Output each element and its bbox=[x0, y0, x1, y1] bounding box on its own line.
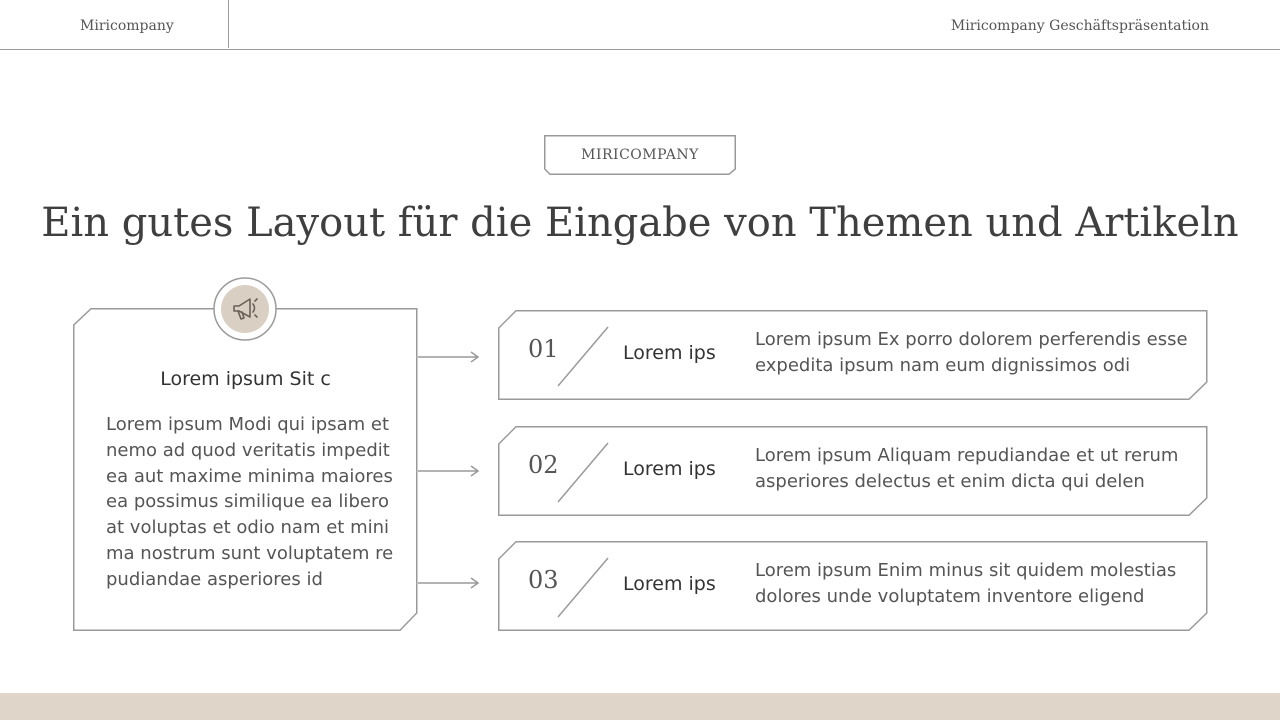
header-bar bbox=[0, 0, 1280, 50]
item-label: Lorem ips bbox=[623, 458, 716, 480]
tag-label: MIRICOMPANY bbox=[581, 147, 699, 163]
header-divider bbox=[228, 0, 229, 48]
company-name: Miricompany bbox=[80, 18, 174, 34]
presentation-title: Miricompany Geschäftspräsentation bbox=[950, 18, 1209, 34]
item-label: Lorem ips bbox=[623, 342, 716, 364]
item-divider bbox=[556, 442, 610, 504]
megaphone-badge bbox=[213, 277, 277, 341]
item-number: 03 bbox=[528, 566, 559, 594]
arrow-2 bbox=[418, 465, 480, 477]
list-item bbox=[498, 426, 1208, 516]
item-divider bbox=[556, 557, 610, 619]
item-description: Lorem ipsum Ex porro dolorem perferendis esse expedita ipsum nam eum dignissimos odi bbox=[755, 329, 1188, 376]
arrow-1 bbox=[418, 351, 480, 363]
section-tag bbox=[544, 135, 736, 175]
left-card-body: Lorem ipsum Modi qui ipsam et nemo ad quod veritatis impedit ea aut maxime minima maiores ea possimus similique ea libero at voluptas et odio nam et mini ma nostrum sunt voluptatem re pudiandae asperiores id bbox=[106, 414, 394, 590]
left-card bbox=[73, 308, 418, 631]
list-item bbox=[498, 310, 1208, 400]
item-label: Lorem ips bbox=[623, 573, 716, 595]
list-item bbox=[498, 541, 1208, 631]
left-card-heading: Lorem ipsum Sit c bbox=[160, 368, 331, 390]
arrow-3 bbox=[418, 577, 480, 589]
item-description: Lorem ipsum Enim minus sit quidem molestias dolores unde voluptatem inventore eligend bbox=[755, 560, 1177, 607]
item-divider bbox=[556, 326, 610, 388]
megaphone-icon bbox=[213, 277, 277, 341]
footer-bar bbox=[0, 693, 1280, 720]
item-number: 01 bbox=[528, 335, 559, 363]
item-number: 02 bbox=[528, 451, 559, 479]
item-description: Lorem ipsum Aliquam repudiandae et ut rerum asperiores delectus et enim dicta qui delen bbox=[755, 445, 1179, 492]
page-title: Ein gutes Layout für die Eingabe von Themen und Artikeln bbox=[41, 200, 1239, 246]
